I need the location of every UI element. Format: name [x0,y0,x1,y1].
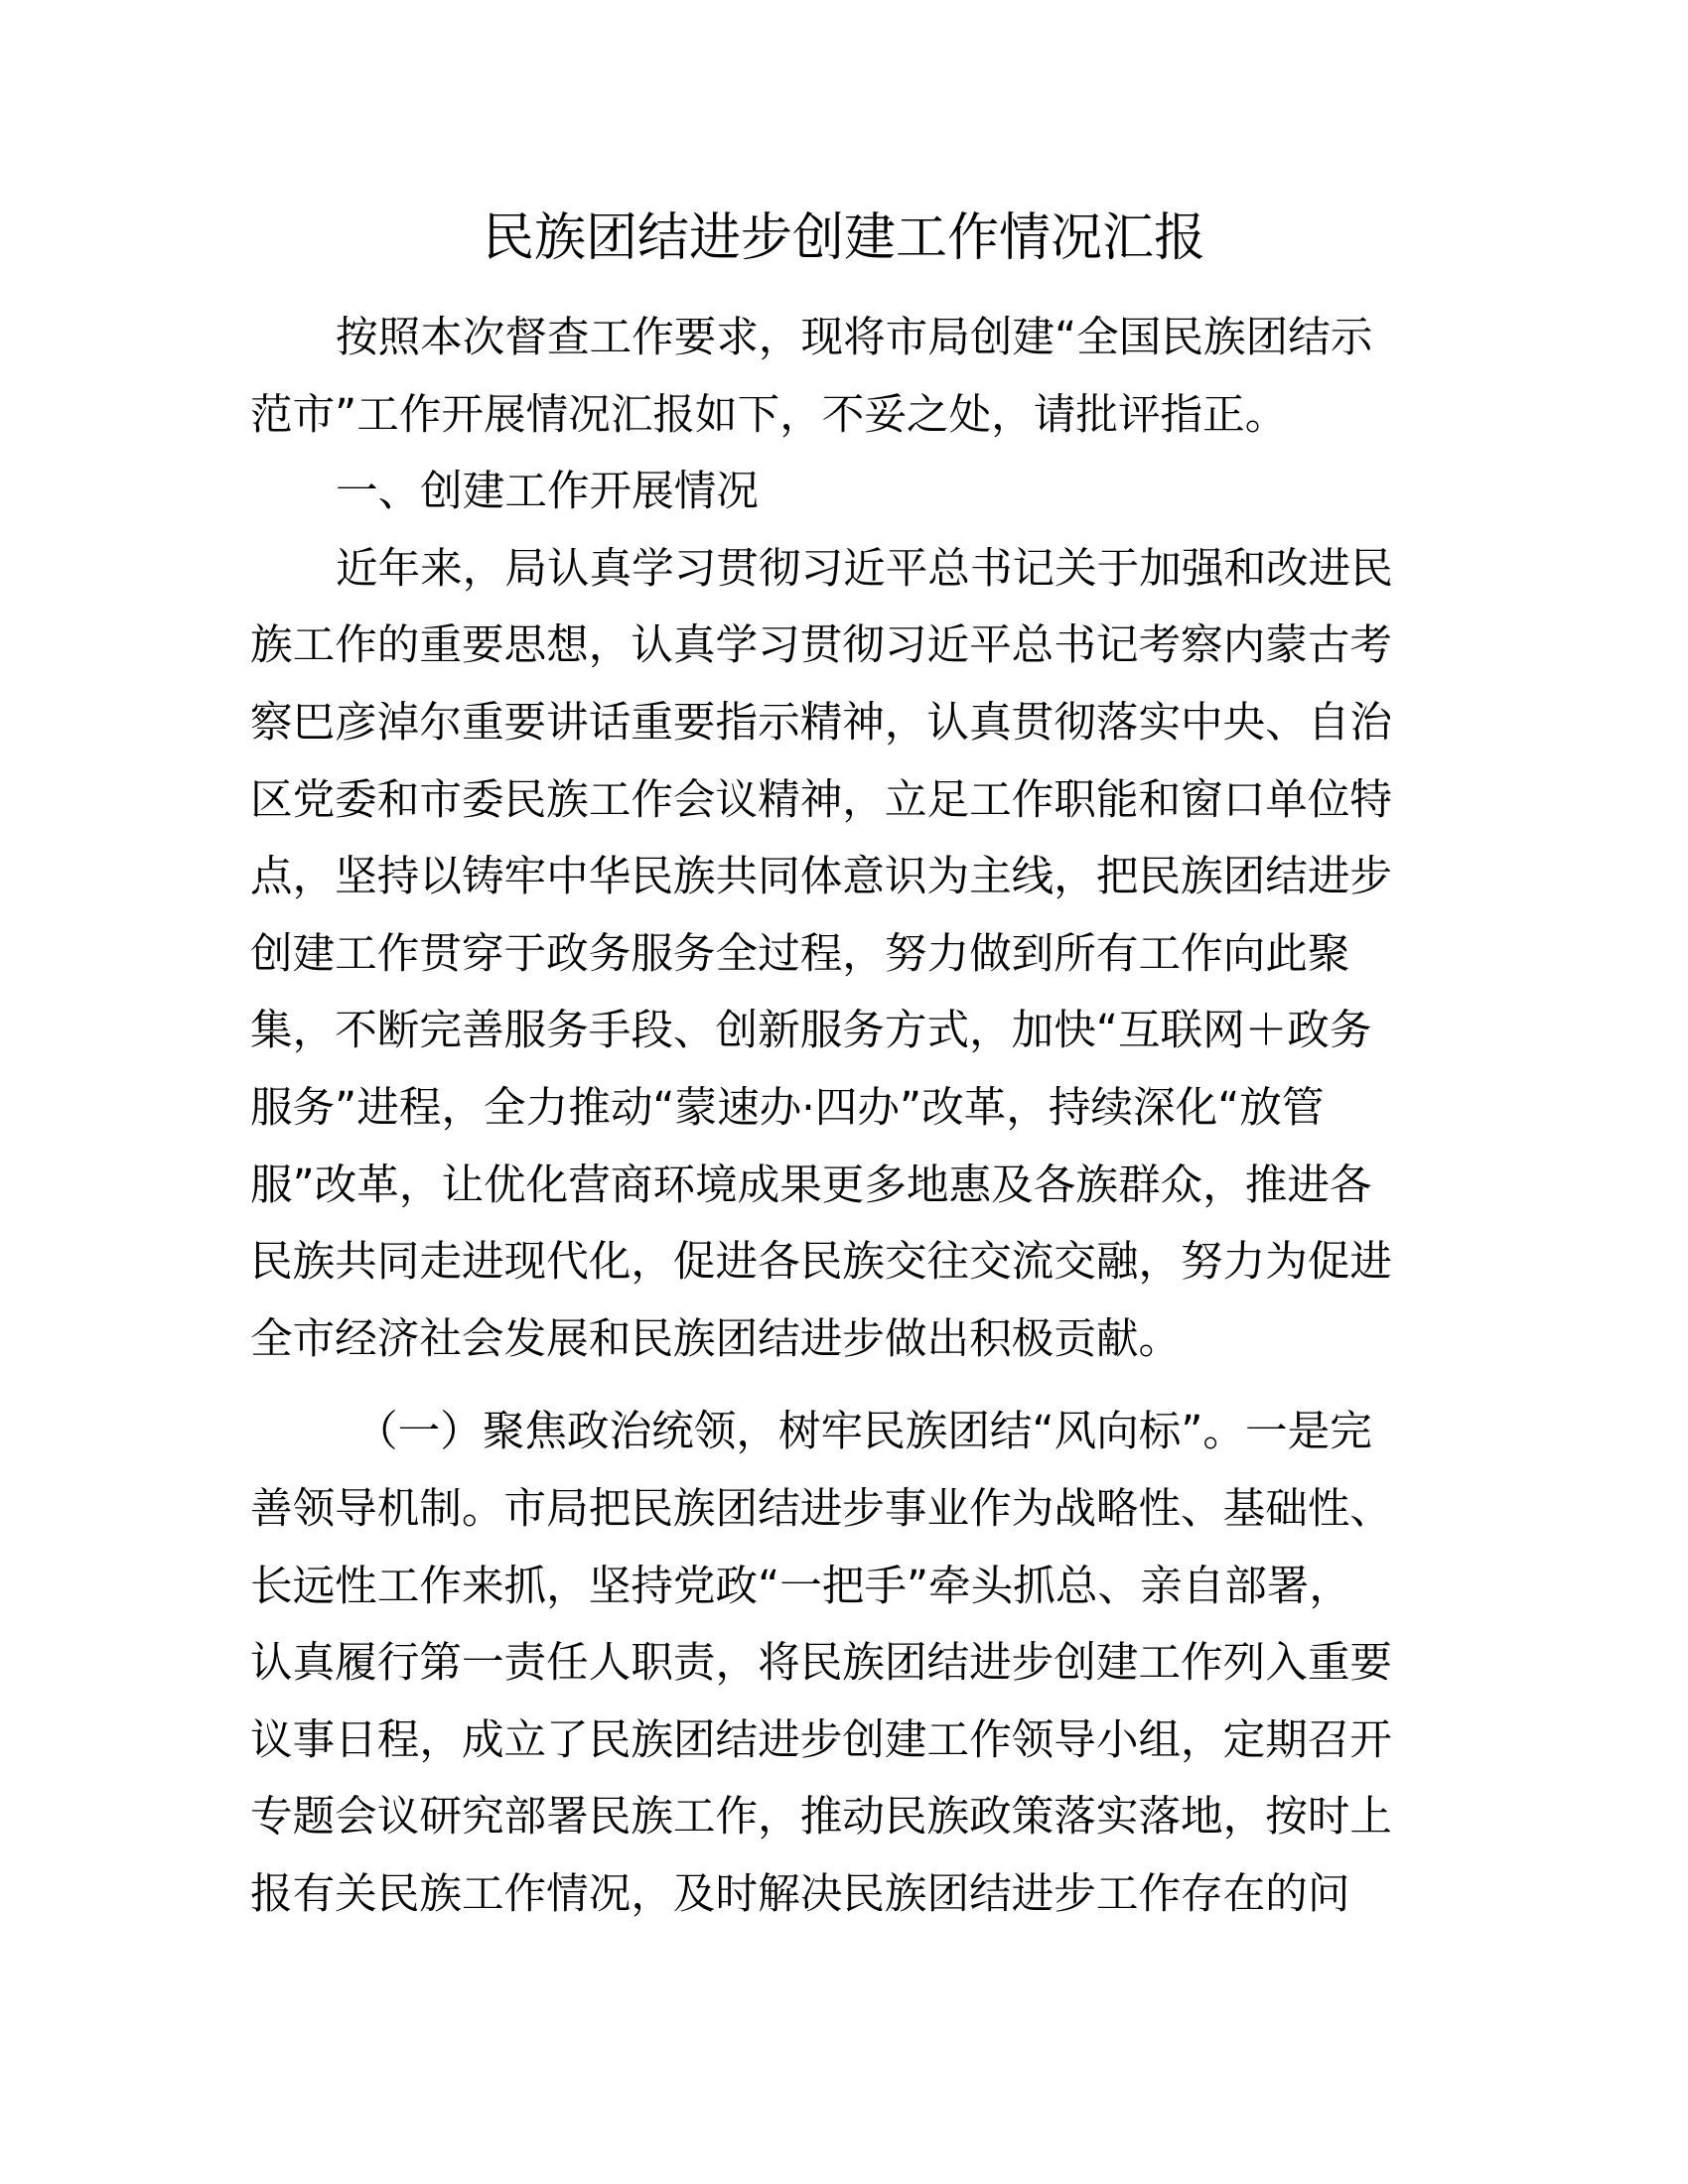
text-line: 长远性工作来抓，坚持党政“一把手”牵头抓总、亲自部署， [250,1561,1351,1611]
text-line: 议事日程，成立了民族团结进步创建工作领导小组，定期召开 [250,1714,1393,1765]
body-paragraph [250,531,1442,1379]
text-line: （一）聚焦政治统领，树牢民族团结“风向标”。一是完 [355,1407,1372,1457]
text-line: 全市经济社会发展和民族团结进步做出积极贡献。 [250,1313,1182,1364]
paragraph-gap [250,1378,1442,1394]
document-body [250,300,1442,1933]
text-line: 按照本次督查工作要求，现将市局创建“全国民族团结示 [336,313,1373,362]
text-line: 范市”工作开展情况汇报如下，不妥之处，请批评指正。 [250,389,1288,440]
text-line: 善领导机制。市局把民族团结进步事业作为战略性、基础性、 [250,1483,1393,1534]
text-line: 族工作的重要思想，认真学习贯彻习近平总书记考察内蒙古考 [250,620,1393,671]
text-line: 近年来，局认真学习贯彻习近平总书记关于加强和改进民 [336,543,1393,594]
text-line: 创建工作贯穿于政务服务全过程，努力做到所有工作向此聚 [250,928,1350,979]
text-line: 民族共同走进现代化，促进各民族交往交流交融，努力为促进 [250,1237,1393,1288]
heading-line: 一、创建工作开展情况 [336,467,759,517]
text-line: 认真履行第一责任人职责，将民族团结进步创建工作列入重要 [250,1638,1393,1689]
text-line: 服务”进程，全力推动“蒙速办·四办”改革，持续深化“放管 [250,1082,1325,1133]
section-heading [250,454,1442,531]
document-title: 民族团结进步创建工作情况汇报 [482,208,1205,268]
text-line: 察巴彦淖尔重要讲话重要指示精神，认真贯彻落实中央、自治 [250,697,1393,748]
text-line: 点，坚持以铸牢中华民族共同体意识为主线，把民族团结进步 [250,852,1393,902]
text-line: 服”改革，让优化营商环境成果更多地惠及各族群众，推进各 [250,1160,1372,1210]
text-line: 报有关民族工作情况，及时解决民族团结进步工作存在的问 [250,1868,1350,1919]
text-line: 集，不断完善服务手段、创新服务方式，加快“互联网＋政务 [250,1006,1372,1056]
subsection-paragraph [250,1394,1442,1933]
intro-paragraph [250,300,1442,454]
text-line: 区党委和市委民族工作会议精神，立足工作职能和窗口单位特 [250,774,1393,825]
text-line: 专题会议研究部署民族工作，推动民族政策落实落地，按时上 [250,1792,1393,1843]
